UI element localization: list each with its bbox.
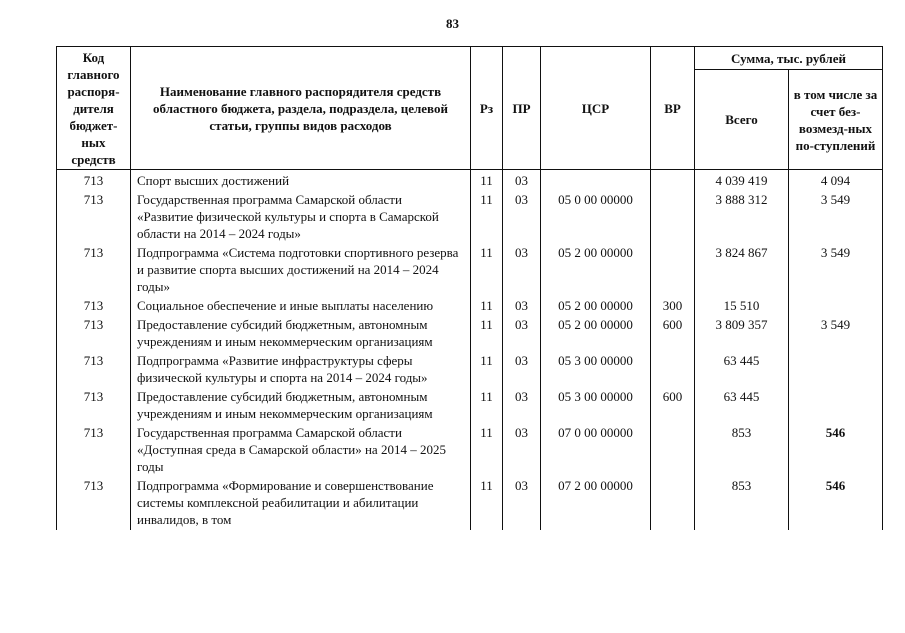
cell-incl: 546 [789,424,883,477]
header-incl: в том числе за счет без-возмезд-ных по-ступлений [789,70,883,170]
page-number: 83 [446,16,459,31]
cell-pr: 03 [503,352,541,388]
cell-incl: 3 549 [789,316,883,352]
cell-total: 15 510 [695,297,789,316]
cell-code: 713 [57,352,131,388]
cell-csr: 05 2 00 00000 [541,316,651,352]
cell-vr [651,352,695,388]
header-csr: ЦСР [541,47,651,170]
cell-code: 713 [57,297,131,316]
cell-rz: 11 [471,297,503,316]
cell-csr: 05 3 00 00000 [541,388,651,424]
cell-name: Социальное обеспечение и иные выплаты населению [131,297,471,316]
cell-rz: 11 [471,191,503,244]
cell-rz: 11 [471,352,503,388]
cell-csr: 05 2 00 00000 [541,297,651,316]
cell-vr [651,424,695,477]
cell-code: 713 [57,477,131,530]
table-row [57,170,883,192]
cell-vr: 600 [651,316,695,352]
header-rz: Рз [471,47,503,170]
cell-name: Государственная программа Самарской области «Развитие физической культуры и спорта в Самарской области на 2014 – 2024 годы» [131,191,471,244]
cell-name: Подпрограмма «Развитие инфраструктуры сферы физической культуры и спорта на 2014 – 2024 годы» [131,352,471,388]
header-pr: ПР [503,47,541,170]
cell-total: 63 445 [695,388,789,424]
cell-incl: 4 094 [789,170,883,192]
cell-vr: 300 [651,297,695,316]
table-row [57,352,883,388]
cell-code: 713 [57,424,131,477]
cell-rz: 11 [471,170,503,192]
cell-total: 853 [695,477,789,530]
header-name: Наименование главного распорядителя средств областного бюджета, раздела, подраздела, целевой статьи, группы видов расходов [131,47,471,170]
cell-rz: 11 [471,244,503,297]
header-total: Всего [695,70,789,170]
table-row [57,191,883,244]
cell-rz: 11 [471,424,503,477]
cell-vr [651,244,695,297]
cell-csr: 05 3 00 00000 [541,352,651,388]
header-vr: ВР [651,47,695,170]
cell-pr: 03 [503,424,541,477]
table-body [57,170,883,531]
cell-vr [651,170,695,192]
table-row [57,297,883,316]
cell-csr [541,170,651,192]
table-row [57,424,883,477]
cell-code: 713 [57,170,131,192]
cell-pr: 03 [503,388,541,424]
cell-total: 3 824 867 [695,244,789,297]
cell-total: 63 445 [695,352,789,388]
cell-vr: 600 [651,388,695,424]
table-row [57,316,883,352]
budget-table [56,46,883,530]
cell-incl: 546 [789,477,883,530]
cell-incl [789,352,883,388]
cell-rz: 11 [471,388,503,424]
cell-code: 713 [57,191,131,244]
cell-code: 713 [57,388,131,424]
cell-incl [789,297,883,316]
cell-pr: 03 [503,477,541,530]
table-header [57,47,883,170]
cell-name: Спорт высших достижений [131,170,471,192]
cell-total: 3 888 312 [695,191,789,244]
cell-code: 713 [57,316,131,352]
cell-vr [651,477,695,530]
header-sum-group: Сумма, тыс. рублей [695,47,883,70]
cell-csr: 05 2 00 00000 [541,244,651,297]
cell-name: Подпрограмма «Система подготовки спортивного резерва и развитие спорта высших достижений на 2014 – 2024 годы» [131,244,471,297]
cell-pr: 03 [503,244,541,297]
cell-total: 3 809 357 [695,316,789,352]
cell-total: 853 [695,424,789,477]
cell-rz: 11 [471,316,503,352]
cell-csr: 05 0 00 00000 [541,191,651,244]
table-row [57,477,883,530]
cell-incl: 3 549 [789,191,883,244]
cell-pr: 03 [503,316,541,352]
cell-pr: 03 [503,170,541,192]
cell-vr [651,191,695,244]
cell-name: Подпрограмма «Формирование и совершенствование системы комплексной реабилитации и абилитации инвалидов, в том [131,477,471,530]
cell-name: Предоставление субсидий бюджетным, автономным учреждениям и иным некоммерческим организациям [131,316,471,352]
cell-csr: 07 0 00 00000 [541,424,651,477]
cell-pr: 03 [503,297,541,316]
table-row [57,388,883,424]
cell-name: Государственная программа Самарской области «Доступная среда в Самарской области» на 2014 – 2025 годы [131,424,471,477]
cell-rz: 11 [471,477,503,530]
table-row [57,244,883,297]
cell-csr: 07 2 00 00000 [541,477,651,530]
cell-incl: 3 549 [789,244,883,297]
cell-total: 4 039 419 [695,170,789,192]
cell-name: Предоставление субсидий бюджетным, автономным учреждениям и иным некоммерческим организациям [131,388,471,424]
cell-pr: 03 [503,191,541,244]
header-code: Код главного распоря-дителя бюджет-ных средств [57,47,131,170]
cell-code: 713 [57,244,131,297]
cell-incl [789,388,883,424]
